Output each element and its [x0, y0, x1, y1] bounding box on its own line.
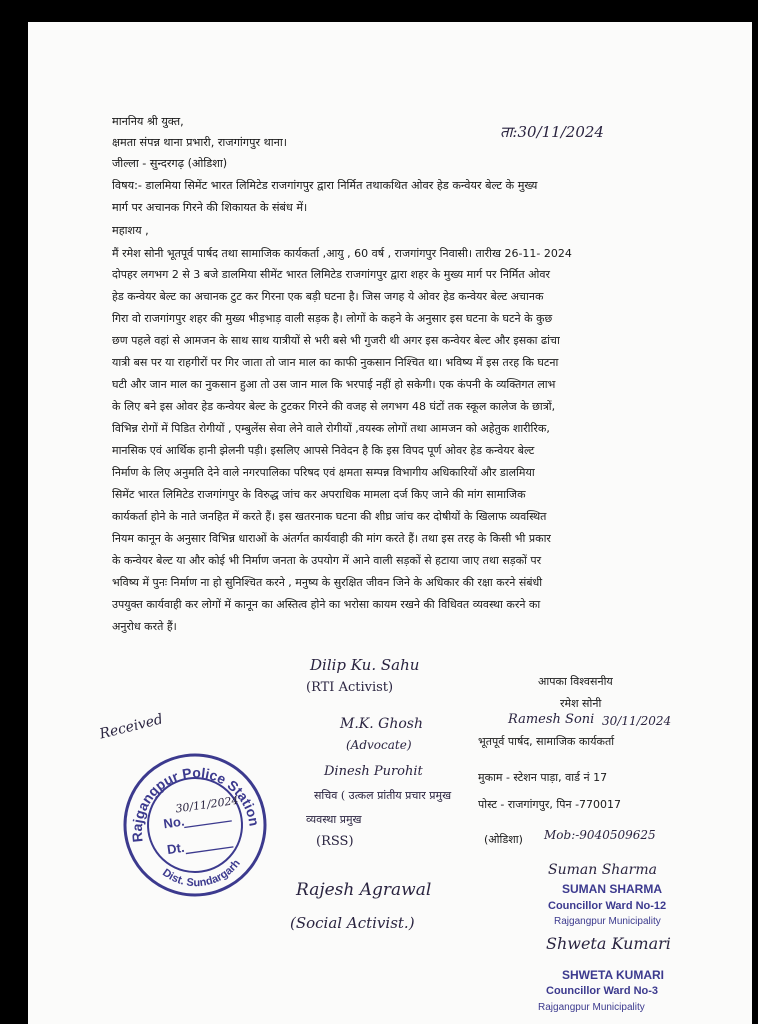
body-line: उपयुक्त कार्यवाही कर लोगों में कानून का अस्तित्व होने का भरोसा कायम रखने की विधिवत व्यवस्था करने का	[112, 598, 541, 611]
closing-mobile: Mob:-9040509625	[544, 828, 656, 842]
body-line: घटी और जान माल का नुकसान हुआ तो उस जान माल कि भरपाई नहीं हो सकेगी। एक कंपनी के व्यक्तिगत लाभ	[112, 378, 556, 391]
svg-text:Dist. Sundargarh	[159, 856, 246, 894]
salutation: माननिय श्री युक्त,	[112, 115, 184, 128]
body-line: गिरा वो राजगांगपुर शहर की मुख्य भीड़भाड़ वाली सड़क है। लोगों के कहने के अनुसार इस घटना के घटने के कुछ	[112, 312, 553, 325]
stamp-shweta-name: SHWETA KUMARI	[562, 968, 664, 982]
greeting: महाशय ,	[112, 224, 149, 237]
body-line: हेड कन्वेयर बेल्ट का अचानक टुट कर गिरना एक बड़ी घटना है। जिस जगह ये ओवर हेड कन्वेयर बेल्ट अचानक	[112, 290, 544, 303]
body-line: अनुरोध करते हैं।	[112, 620, 177, 633]
police-station-stamp	[120, 750, 270, 900]
signature-advocate: M.K. Ghosh	[340, 716, 423, 732]
rss-label: (RSS)	[316, 834, 354, 849]
dinesh-name: Dinesh Purohit	[324, 764, 423, 779]
body-line: निर्माण के लिए अनुमति देने वाले नगरपालिका परिषद एवं क्षमता सम्पन्न विभागीय अधिकारियों और डालमिया	[112, 466, 535, 479]
body-line: नियम कानून के अनुसार विभिन्न धाराओं के अंतर्गत कार्यवाही की मांग करते हैं। तथा इस तरह के किसी भी प्रकार	[112, 532, 551, 545]
closing-line: आपका विश्वसनीय	[538, 675, 613, 688]
body-line: कार्यकर्ता होने के नाते जनहित में करते हैं। इस खतरनाक घटना की शीघ्र जांच कर दोषीयों के खिलाफ व्यवस्थित	[112, 510, 547, 523]
signature-ramesh: Ramesh Soni	[508, 712, 595, 727]
signature-dilip: Dilip Ku. Sahu	[310, 656, 420, 674]
body-line: दोपहर लगभग 2 से 3 बजे डालमिया सीमेंट भारत लिमिटेड राजगांगपुर द्वारा शहर के मुख्य मार्ग पर निर्मित ओवर	[112, 268, 550, 281]
body-line: के कन्वेयर बेल्ट या और कोई भी निर्माण जनता के उपयोग में आने वाली सड़कों से हटाया जाए तथा सड़कों पर	[112, 554, 542, 567]
recipient: क्षमता संपन्न थाना प्रभारी, राजगांगपुर थाना।	[112, 136, 287, 149]
subject-line-2: मार्ग पर अचानक गिरने की शिकायत के संबंध में।	[112, 201, 308, 214]
stamp-dt-label: Dt.	[166, 839, 186, 858]
closing-title: भूतपूर्व पार्षद, सामाजिक कार्यकर्ता	[478, 735, 615, 748]
body-line: छण पहले वहां से आमजन के साथ साथ यात्रीयों से भरी बसे भी गुजरी थी अगर इस कन्वेयर बेल्ट और इसका ढांचा	[112, 334, 560, 347]
signature-ramesh-date: 30/11/2024	[602, 714, 672, 728]
closing-address-2: पोस्ट - राजगांगपुर, पिन -770017	[478, 798, 622, 811]
stamp-shweta-role: Councillor Ward No-3	[546, 985, 659, 997]
stamp-no-label: No.	[162, 813, 186, 832]
signature-dilip-role: (RTI Activist)	[306, 680, 394, 695]
signature-rajesh: Rajesh Agrawal	[296, 880, 432, 900]
closing-state: (ओडिशा)	[484, 833, 523, 846]
signature-shweta: Shweta Kumari	[546, 934, 671, 953]
body-line: सिमेंट भारत लिमिटेड राजगांगपुर के विरुद्ध जांच कर अपराधिक मामला दर्ज किए जाने की मांग सामाजिक	[112, 488, 526, 501]
body-line: मानसिक एवं आर्थिक हानी झेलनी पड़ी। इसलिए आपसे निवेदन है कि इस विपद पूर्ण ओवर हेड कन्वेयर बेल्ट	[112, 444, 535, 457]
dinesh-role-2: व्यवस्था प्रमुख	[306, 813, 362, 826]
stamp-shweta-place: Rajgangpur Municipality	[538, 1002, 645, 1013]
signature-suman: Suman Sharma	[548, 862, 657, 878]
letter-date: ता:30/11/2024	[500, 123, 604, 141]
body-line: भविष्य में पुनः निर्माण ना हो सुनिश्चित करने , मनुष्य के सुरक्षित जीवन जिने के अधिकार की रक्षा करने संबंधी	[112, 576, 543, 589]
body-line: के लिए बने इस ओवर हेड कन्वेयर बेल्ट के टुटकर गिरने की वजह से लगभग 48 घंटों तक स्कूल कालेज के छात्रों,	[112, 400, 556, 413]
letter-page	[28, 22, 752, 1024]
stamp-ring-bottom: Dist. Sundargarh	[160, 857, 243, 890]
stamp-ring-top: Rajgangpur Police Station	[128, 764, 263, 843]
signature-advocate-role: (Advocate)	[346, 738, 412, 752]
subject-line-1: विषय:- डालमिया सिमेंट भारत लिमिटेड राजगांगपुर द्वारा निर्मित तथाकथित ओवर हेड कन्वेयर बेल्ट के मुख्य	[112, 179, 538, 192]
body-line: यात्री बस पर या राहगीरों पर गिर जाता तो जान माल का काफी नुकसान निश्चित था। भविष्य में इस तरह कि घटना	[112, 356, 559, 369]
stamp-handwritten-date: 30/11/2024	[174, 793, 240, 816]
district: जील्ला - सुन्दरगढ़ (ओडिशा)	[112, 157, 228, 170]
stamp-suman-place: Rajgangpur Municipality	[554, 916, 661, 927]
dinesh-role-1: सचिव ( उत्कल प्रांतीय प्रचार प्रमुख	[314, 789, 452, 802]
received-note: Received	[98, 711, 165, 743]
body-line: विभिन्न रोगों में पिडित रोगीयों , एम्बुलेंस सेवा लेने वाले रोगीयों ,वयस्क लोगों तथा आमजन को अहेतुक शारीरिक,	[112, 422, 550, 435]
rajesh-role: (Social Activist.)	[290, 914, 415, 932]
stamp-suman-role: Councillor Ward No-12	[548, 900, 667, 912]
closing-address-1: मुकाम - स्टेशन पाड़ा, वार्ड नं 17	[478, 771, 608, 784]
body-line: मैं रमेश सोनी भूतपूर्व पार्षद तथा सामाजिक कार्यकर्ता ,आयु , 60 वर्ष , राजगांगपुर निवासी। तारीख 26-11- 2024	[112, 247, 572, 260]
closing-name: रमेश सोनी	[560, 697, 602, 710]
stamp-suman-name: SUMAN SHARMA	[562, 882, 662, 896]
